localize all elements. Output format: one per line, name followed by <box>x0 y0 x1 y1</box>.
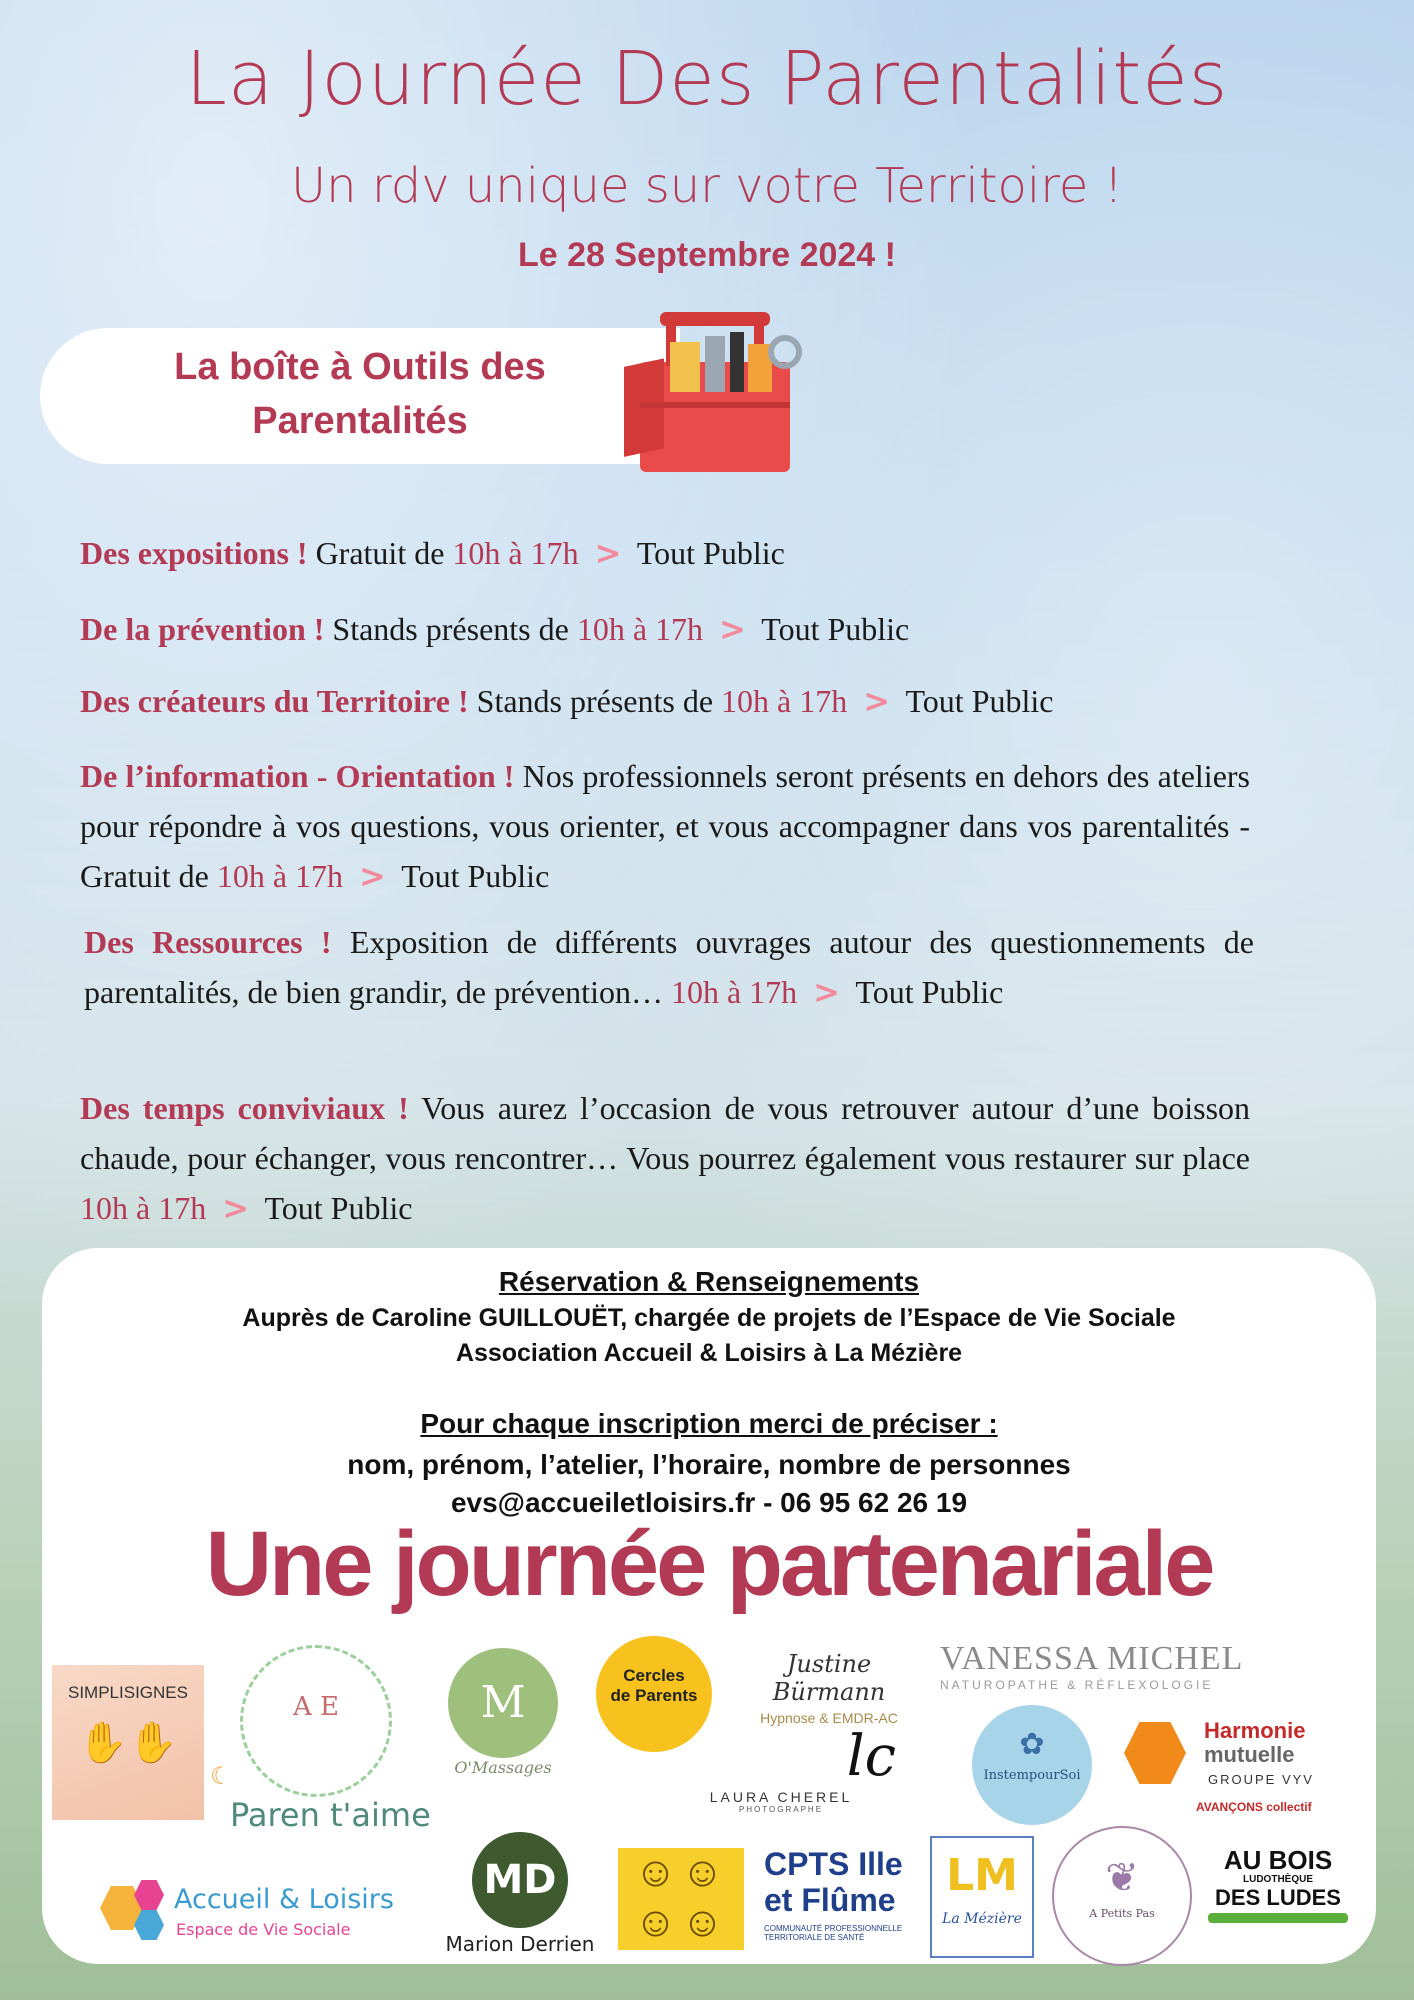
arrow-icon: > <box>813 973 840 1011</box>
list-item: De la prévention ! Stands présents de 10h à 17h > Tout Public <box>80 610 910 648</box>
hexagon-icon <box>1124 1722 1186 1784</box>
page-title: La Journée Des Parentalités <box>185 36 1229 122</box>
list-item: Des expositions ! Gratuit de 10h à 17h > Tout Public <box>80 534 785 572</box>
simplisignes-logo: SIMPLISIGNES ✋✋ <box>52 1665 204 1820</box>
smiley-logo <box>618 1848 744 1950</box>
cpts-logo: CPTS Ille et Flûme COMMUNAUTÉ PROFESSIONNELLE TERRITORIALE DE SANTÉ <box>764 1846 903 1942</box>
arrow-icon: > <box>359 857 386 895</box>
laura-cherel-logo: lc LAURA CHEREL PHOTOGRAPHE <box>709 1724 896 1814</box>
accueil-loisirs-logo: Accueil & Loisirs Espace de Vie Sociale <box>100 1880 410 1950</box>
omassages-logo: M O'Massages <box>428 1648 578 1798</box>
reservation-line: Association Accueil & Loisirs à La Mézière <box>455 1339 963 1367</box>
arrow-icon: > <box>222 1189 250 1227</box>
list-item: Des Ressources ! Exposition de différents ouvrages autour des questionnements de parentalités, de bien grandir, de prévention… 10h à 17h > Tout Public <box>84 924 1254 1011</box>
reservation-heading: Réservation & Renseignements <box>498 1266 920 1297</box>
au-bois-des-ludes-logo: AU BOIS LUDOTHÈQUE DES LUDES <box>1208 1846 1348 1946</box>
moon-icon: ☾ <box>210 1764 232 1790</box>
justine-burmann-logo: Justine Bürmann Hypnose & EMDR-AC <box>760 1650 898 1726</box>
cercles-de-parents-logo: Cercles de Parents <box>596 1636 712 1752</box>
hands-icon: ✋✋ <box>78 1720 178 1765</box>
arrow-icon: > <box>719 610 746 648</box>
toolbox-title: La boîte à Outils des Parentalités <box>174 346 546 442</box>
event-date: Le 28 Septembre 2024 ! <box>518 236 896 274</box>
list-item: Des temps conviviaux ! Vous aurez l’occasion de vous retrouver autour d’une boisson chaude, pour échanger, vous rencontrer… Vous pourrez également vous restaurer sur place 10h à 17h > Tout Public <box>80 1090 1251 1227</box>
registration-line: nom, prénom, l’atelier, l’horaire, nombre de personnes <box>347 1449 1071 1480</box>
parentaime-logo: ☾ Paren t'aime <box>210 1764 431 1834</box>
flower-icon: ✿ <box>1019 1728 1045 1761</box>
tree-icon: ❦ <box>1105 1855 1139 1900</box>
instempoursoi-logo: ✿ InstempourSoi <box>972 1705 1092 1825</box>
arrow-icon: > <box>594 534 622 572</box>
list-item: De l’information - Orientation ! Nos professionnels seront présents en dehors des ateliers pour répondre à vos questions, vous orienter, et vous accompagner dans vos parentalités - Gratuit de 10h à 17h > Tout Public <box>80 758 1250 895</box>
marion-badge-icon: MD <box>472 1832 568 1928</box>
smiley-icon: ☺☺ ☺☺ <box>634 1850 728 1946</box>
a-petits-pas-logo: ❦ A Petits Pas <box>1052 1826 1192 1966</box>
contact-info: evs@accueiletloisirs.fr - 06 95 62 26 19 <box>450 1487 968 1518</box>
grass-icon <box>1208 1913 1348 1923</box>
marion-derrien-logo: MD Marion Derrien <box>440 1832 600 1962</box>
page-subtitle: Un rdv unique sur votre Territoire ! <box>291 158 1123 214</box>
la-meziere-logo: LM La Mézière <box>930 1836 1034 1958</box>
reservation-line: Auprès de Caroline GUILLOUËT, chargée de projets de l’Espace de Vie Sociale <box>242 1304 1176 1332</box>
harmonie-mutuelle-logo: Harmonie mutuelle GROUPE VYV AVANÇONS collectif <box>1124 1718 1344 1828</box>
toolbox-icon <box>600 292 840 482</box>
m-icon: M <box>448 1648 558 1758</box>
registration-heading: Pour chaque inscription merci de préciser : <box>420 1408 998 1439</box>
list-item: Des créateurs du Territoire ! Stands présents de 10h à 17h > Tout Public <box>80 682 1054 720</box>
arrow-icon: > <box>863 682 891 720</box>
lm-icon: LM <box>946 1850 1018 1901</box>
partners-title: Une journée partenariale <box>205 1513 1213 1615</box>
ae-logo: A E <box>240 1645 392 1797</box>
vanessa-michel-logo: VANESSA MICHEL NATUROPATHE & RÉFLEXOLOGIE <box>940 1640 1244 1692</box>
